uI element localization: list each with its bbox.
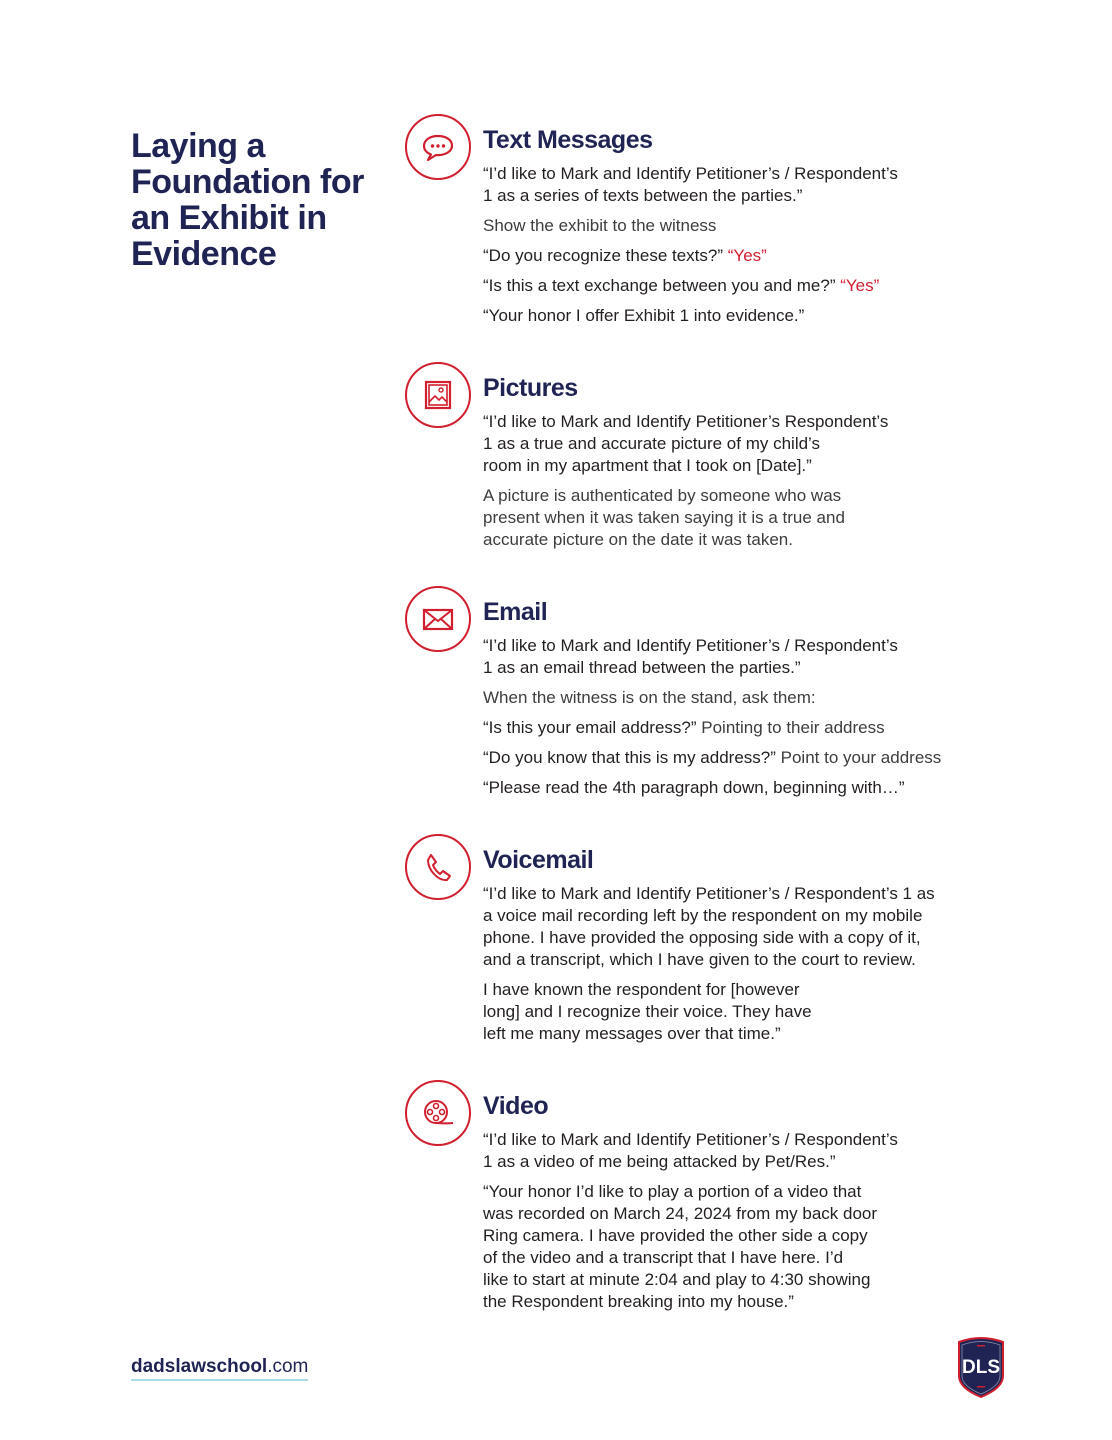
website-link[interactable] (131, 1356, 308, 1381)
body-line: “I’d like to Mark and Identify Petitioner’s / Respondent’s (483, 1130, 898, 1149)
body-line: “I’d like to Mark and Identify Petitioner’s / Respondent’s (483, 164, 898, 183)
body-line: “I’d like to Mark and Identify Petitioner’s / Respondent’s 1 as (483, 884, 935, 903)
site-domain: .com (267, 1356, 309, 1377)
envelope-icon (405, 586, 471, 652)
picture-icon (405, 362, 471, 428)
title-line: Evidence (131, 235, 277, 273)
body-line: room in my apartment that I took on [Date].” (483, 456, 812, 475)
question-text: “Is this your email address?” (483, 718, 697, 737)
body-line: and a transcript, which I have given to the court to review. (483, 950, 916, 969)
body-line: “I’d like to Mark and Identify Petitioner’s Respondent’s (483, 412, 889, 431)
body-line: A picture is authenticated by someone who was (483, 486, 842, 505)
title-line: Laying a (131, 127, 265, 165)
instruction-text: Show the exhibit to the witness (483, 216, 717, 235)
dls-shield-logo (956, 1336, 1006, 1398)
note-text: Pointing to their address (701, 718, 885, 737)
body-line: the Respondent breaking into my house.” (483, 1292, 794, 1311)
body-line: left me many messages over that time.” (483, 1024, 781, 1043)
body-line: of the video and a transcript that I have here. I’d (483, 1248, 844, 1267)
section-heading: Voicemail (483, 846, 594, 874)
page-title (131, 128, 391, 272)
question-text: “Do you know that this is my address?” (483, 748, 776, 767)
body-line: 1 as a true and accurate picture of my child’s (483, 434, 821, 453)
body-line: I have known the respondent for [however (483, 980, 800, 999)
body-line: like to start at minute 2:04 and play to 4:30 showing (483, 1270, 871, 1289)
title-line: an Exhibit in (131, 199, 327, 237)
film-reel-icon (405, 1080, 471, 1146)
body-line: “Your honor I offer Exhibit 1 into evidence.” (483, 306, 805, 325)
site-name: dadslawschool (131, 1356, 268, 1377)
body-line: long] and I recognize their voice. They have (483, 1002, 812, 1021)
body-line: “Your honor I’d like to play a portion of a video that (483, 1182, 862, 1201)
answer-text: “Yes” (727, 246, 767, 265)
answer-text: “Yes” (840, 276, 880, 295)
body-line: a voice mail recording left by the respondent on my mobile (483, 906, 923, 925)
question-text: “Is this a text exchange between you and me?” (483, 276, 836, 295)
body-line: “Please read the 4th paragraph down, beginning with…” (483, 778, 905, 797)
title-line: Foundation for (131, 163, 364, 201)
body-line: 1 as a video of me being attacked by Pet/Res.” (483, 1152, 836, 1171)
phone-icon (405, 834, 471, 900)
body-line: Ring camera. I have provided the other side a copy (483, 1226, 868, 1245)
section-heading: Pictures (483, 374, 578, 402)
body-line: phone. I have provided the opposing side with a copy of it, (483, 928, 921, 947)
body-line: 1 as a series of texts between the parties.” (483, 186, 803, 205)
section-heading: Video (483, 1092, 549, 1120)
speech-bubble-icon (405, 114, 471, 180)
section-heading: Text Messages (483, 126, 653, 154)
body-line: was recorded on March 24, 2024 from my back door (483, 1204, 878, 1223)
instruction-text: When the witness is on the stand, ask them: (483, 688, 816, 707)
note-text: Point to your address (780, 748, 942, 767)
body-line: 1 as an email thread between the parties.” (483, 658, 801, 677)
question-text: “Do you recognize these texts?” (483, 246, 724, 265)
body-line: present when it was taken saying it is a true and (483, 508, 845, 527)
body-line: “I’d like to Mark and Identify Petitioner’s / Respondent’s (483, 636, 898, 655)
section-heading: Email (483, 598, 548, 626)
body-line: accurate picture on the date it was taken. (483, 530, 793, 549)
logo-text: DLS (962, 1357, 1000, 1378)
